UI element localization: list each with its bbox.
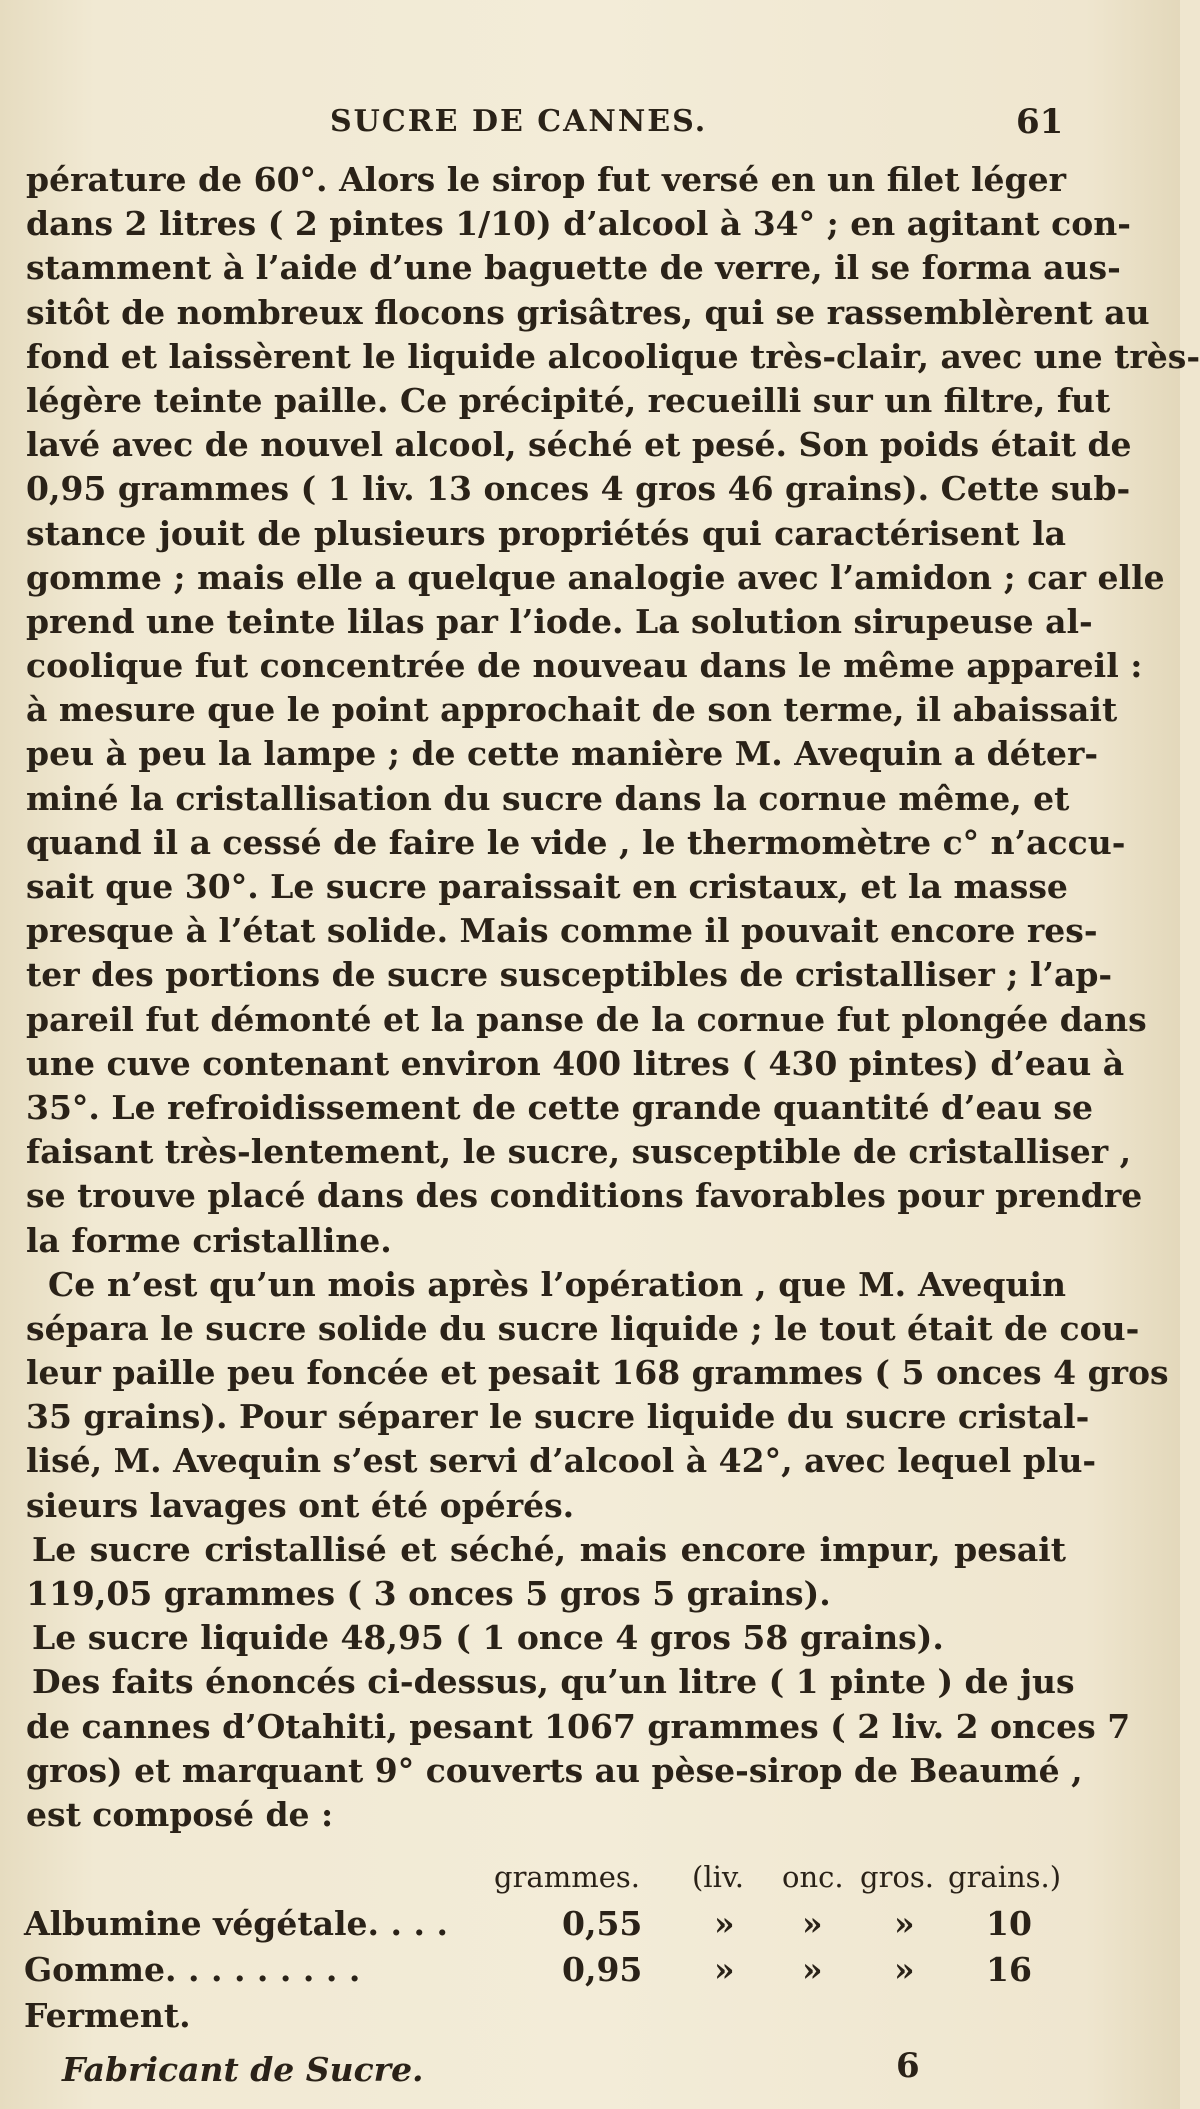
text-line: lisé, M. Avequin s’est servi d’alcool à 42°, avec lequel plu-	[26, 1441, 1097, 1481]
text-line: quand il a cessé de faire le vide , le thermomètre c° n’accu-	[26, 822, 1126, 862]
row-liv: »	[714, 1950, 735, 1989]
text-line: sieurs lavages ont été opérés.	[26, 1485, 575, 1525]
text-line: à mesure que le point approchait de son terme, il abaissait	[26, 690, 1118, 730]
text-line: lavé avec de nouvel alcool, séché et pesé. Son poids était de	[26, 425, 1132, 465]
header-onc: onc.	[782, 1860, 844, 1894]
text-line: 119,05 grammes ( 3 onces 5 gros 5 grains).	[26, 1574, 831, 1613]
row-grammes: 0,95	[562, 1950, 643, 1989]
row-label: Albumine végétale. . . .	[24, 1904, 448, 1943]
row-liv: »	[714, 1904, 735, 1943]
table-row	[0, 1950, 1180, 1998]
text-line: leur paille peu foncée et pesait 168 grammes ( 5 onces 4 gros	[26, 1353, 1169, 1393]
text-line: sait que 30°. Le sucre paraissait en cristaux, et la masse	[26, 867, 1068, 906]
body-text	[26, 158, 1200, 1837]
text-line: gomme ; mais elle a quelque analogie avec l’amidon ; car elle	[26, 557, 1165, 597]
row-gros: »	[894, 1904, 915, 1943]
text-line: Le sucre liquide 48,95 ( 1 once 4 gros 58 grains).	[32, 1618, 944, 1658]
header-gros: gros.	[860, 1860, 934, 1894]
text-line: stance jouit de plusieurs propriétés qui caractérisent la	[26, 513, 1066, 553]
text-line: gros) et marquant 9° couverts au pèse-sirop de Beaumé ,	[26, 1750, 1083, 1790]
row-onc: »	[802, 1904, 823, 1943]
row-label: Ferment.	[24, 1996, 191, 2035]
text-line: se trouve placé dans des conditions favorables pour prendre	[26, 1176, 1143, 1216]
text-line: stamment à l’aide d’une baguette de verre, il se forma aus-	[26, 248, 1121, 288]
row-gros: »	[894, 1950, 915, 1989]
header-grains: grains.)	[948, 1860, 1062, 1894]
text-line: 35 grains). Pour séparer le sucre liquide du sucre cristal-	[26, 1397, 1090, 1437]
text-line: Des faits énoncés ci-dessus, qu’un litre ( 1 pinte ) de jus	[32, 1662, 1075, 1702]
text-line: dans 2 litres ( 2 pintes 1/10) d’alcool à 34° ; en agitant con-	[26, 204, 1131, 244]
signature-number: 6	[896, 2046, 920, 2086]
text-line: pareil fut démonté et la panse de la cornue fut plongée dans	[26, 999, 1147, 1039]
header-grammes: grammes.	[494, 1860, 640, 1894]
text-line: pérature de 60°. Alors le sirop fut versé en un filet léger	[26, 160, 1066, 199]
page-number: 61	[1016, 102, 1064, 142]
text-line: de cannes d’Otahiti, pesant 1067 grammes ( 2 liv. 2 onces 7	[26, 1706, 1131, 1746]
text-line: peu à peu la lampe ; de cette manière M. Avequin a déter-	[26, 734, 1099, 774]
text-line: 35°. Le refroidissement de cette grande quantité d’eau se	[26, 1087, 1093, 1127]
text-line: coolique fut concentrée de nouveau dans le même appareil :	[26, 646, 1143, 686]
text-line: est composé de :	[26, 1794, 334, 1834]
row-grains: 10	[986, 1904, 1032, 1943]
text-line: presque à l’état solide. Mais comme il pouvait encore res-	[26, 911, 1098, 951]
text-line: Le sucre cristallisé et séché, mais encore impur, pesait	[32, 1529, 1066, 1569]
table-row	[0, 1996, 1180, 2044]
text-line: prend une teinte lilas par l’iode. La solution sirupeuse al-	[26, 601, 1093, 641]
table-row	[0, 1904, 1180, 1952]
text-line: miné la cristallisation du sucre dans la cornue même, et	[26, 778, 1070, 818]
text-line: Ce n’est qu’un mois après l’opération , que M. Avequin	[48, 1264, 1066, 1304]
page-footer	[0, 2046, 1180, 2094]
running-header	[0, 104, 1180, 148]
text-line: une cuve contenant environ 400 litres ( 430 pintes) d’eau à	[26, 1043, 1125, 1083]
row-onc: »	[802, 1950, 823, 1989]
running-title: SUCRE DE CANNES.	[330, 104, 708, 139]
text-line: la forme cristalline.	[26, 1220, 392, 1260]
text-line: sépara le sucre solide du sucre liquide ; le tout était de cou-	[26, 1308, 1140, 1348]
row-grammes: 0,55	[562, 1904, 643, 1943]
row-label: Gomme. . . . . . . . .	[24, 1950, 361, 1989]
text-line: faisant très-lentement, le sucre, susceptible de cristalliser ,	[26, 1132, 1132, 1172]
text-line: sitôt de nombreux flocons grisâtres, qui se rassemblèrent au	[26, 292, 1150, 332]
table-header	[0, 1860, 1180, 1900]
row-grains: 16	[986, 1950, 1032, 1989]
text-line: fond et laissèrent le liquide alcoolique très-clair, avec une très-	[26, 336, 1200, 376]
text-line: légère teinte paille. Ce précipité, recueilli sur un filtre, fut	[26, 380, 1111, 420]
header-liv: (liv.	[692, 1860, 745, 1894]
text-line: ter des portions de sucre susceptibles de cristalliser ; l’ap-	[26, 955, 1113, 995]
text-line: 0,95 grammes ( 1 liv. 13 onces 4 gros 46 grains). Cette sub-	[26, 469, 1131, 509]
signature-title: Fabricant de Sucre.	[62, 2050, 424, 2089]
